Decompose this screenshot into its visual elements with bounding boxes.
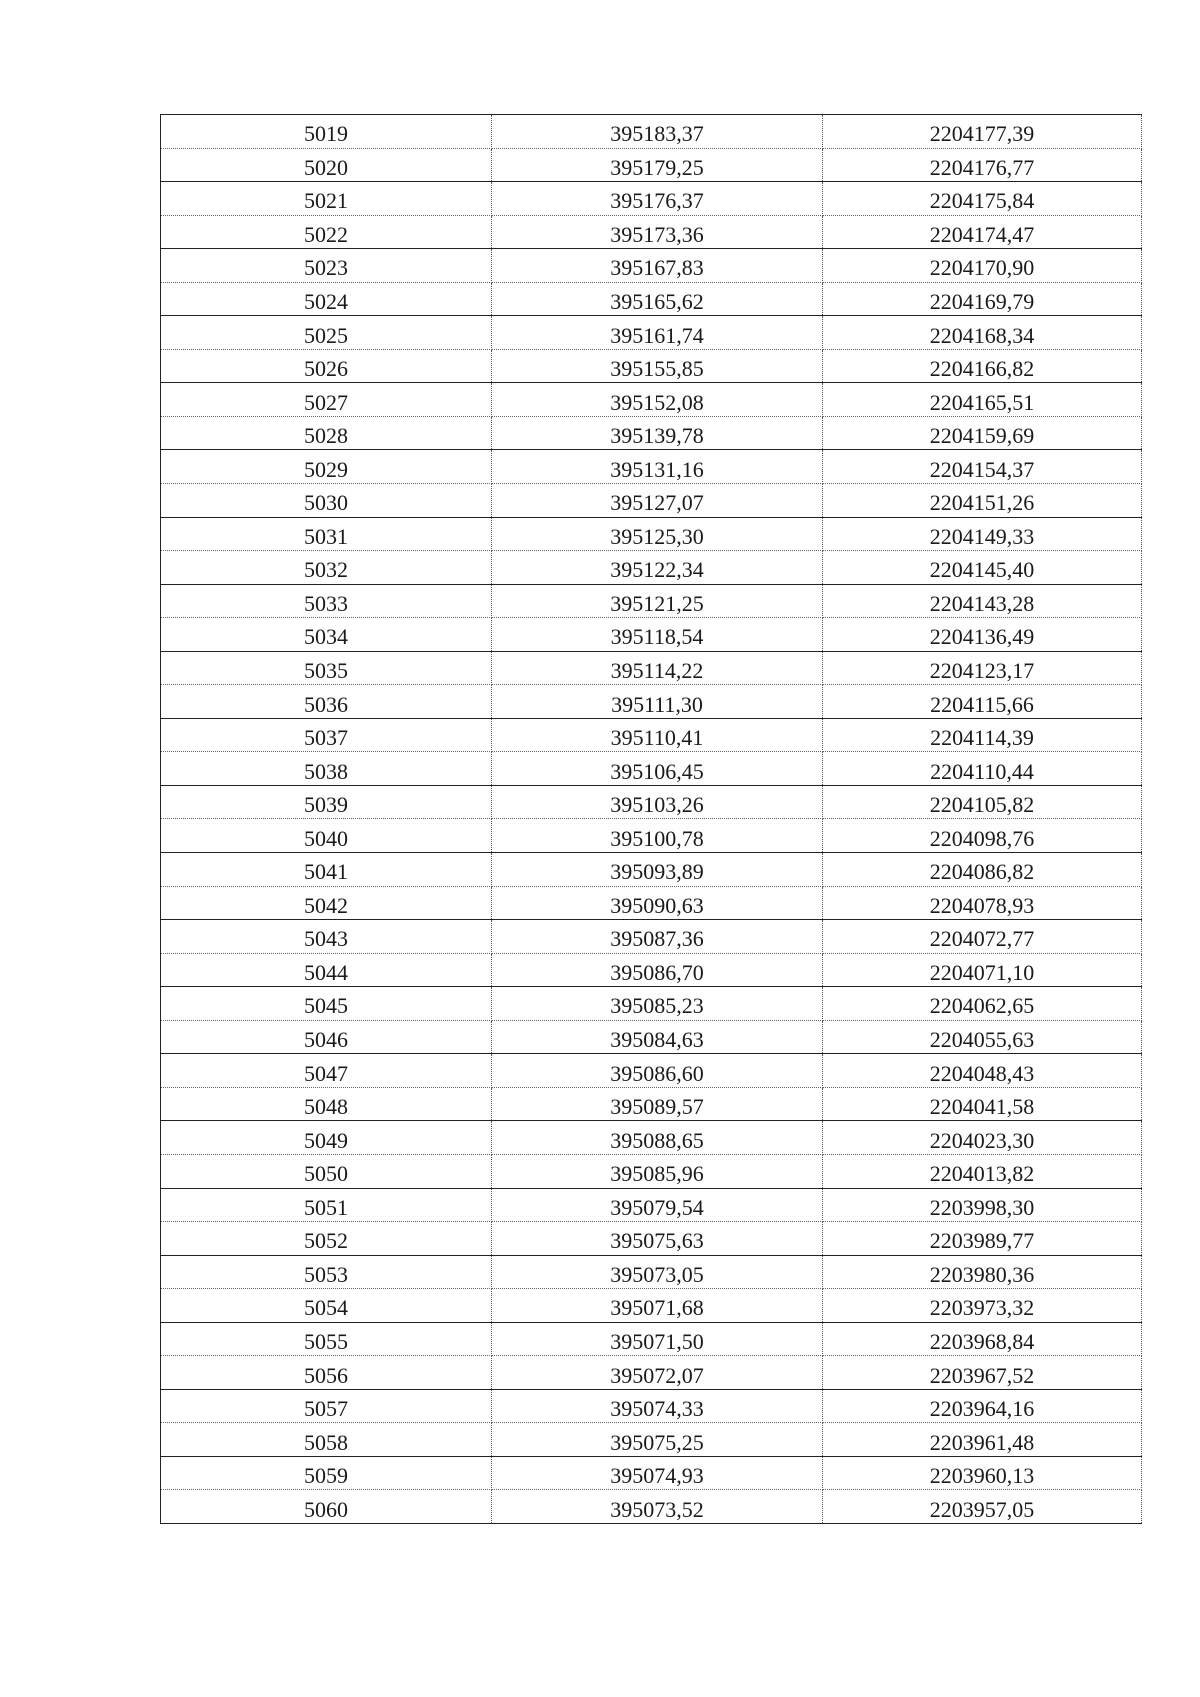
y-coordinate-cell: 2204166,82 xyxy=(823,349,1142,383)
point-number-cell: 5043 xyxy=(161,920,492,954)
y-coordinate-cell: 2204110,44 xyxy=(823,752,1142,786)
x-coordinate-cell: 395152,08 xyxy=(492,383,823,417)
point-number-cell: 5049 xyxy=(161,1121,492,1155)
y-coordinate-cell: 2204143,28 xyxy=(823,584,1142,618)
table-row xyxy=(161,215,1142,249)
table-row xyxy=(161,685,1142,719)
table-row xyxy=(161,1423,1142,1457)
y-coordinate-cell: 2204159,69 xyxy=(823,416,1142,450)
point-number-cell: 5021 xyxy=(161,182,492,216)
table-row xyxy=(161,551,1142,585)
x-coordinate-cell: 395139,78 xyxy=(492,416,823,450)
x-coordinate-cell: 395155,85 xyxy=(492,349,823,383)
x-coordinate-cell: 395173,36 xyxy=(492,215,823,249)
x-coordinate-cell: 395118,54 xyxy=(492,618,823,652)
x-coordinate-cell: 395111,30 xyxy=(492,685,823,719)
point-number-cell: 5029 xyxy=(161,450,492,484)
point-number-cell: 5057 xyxy=(161,1389,492,1423)
y-coordinate-cell: 2203961,48 xyxy=(823,1423,1142,1457)
table-row xyxy=(161,1322,1142,1356)
y-coordinate-cell: 2203957,05 xyxy=(823,1490,1142,1524)
table-row xyxy=(161,316,1142,350)
y-coordinate-cell: 2204168,34 xyxy=(823,316,1142,350)
table-row xyxy=(161,383,1142,417)
y-coordinate-cell: 2204072,77 xyxy=(823,920,1142,954)
point-number-cell: 5044 xyxy=(161,953,492,987)
point-number-cell: 5034 xyxy=(161,618,492,652)
table-row xyxy=(161,1020,1142,1054)
x-coordinate-cell: 395087,36 xyxy=(492,920,823,954)
table-row xyxy=(161,584,1142,618)
point-number-cell: 5039 xyxy=(161,785,492,819)
point-number-cell: 5025 xyxy=(161,316,492,350)
point-number-cell: 5020 xyxy=(161,148,492,182)
point-number-cell: 5050 xyxy=(161,1154,492,1188)
x-coordinate-cell: 395085,23 xyxy=(492,987,823,1021)
table-row xyxy=(161,1356,1142,1390)
point-number-cell: 5041 xyxy=(161,853,492,887)
point-number-cell: 5053 xyxy=(161,1255,492,1289)
x-coordinate-cell: 395167,83 xyxy=(492,249,823,283)
table-row xyxy=(161,450,1142,484)
y-coordinate-cell: 2204086,82 xyxy=(823,853,1142,887)
y-coordinate-cell: 2204174,47 xyxy=(823,215,1142,249)
x-coordinate-cell: 395165,62 xyxy=(492,282,823,316)
point-number-cell: 5038 xyxy=(161,752,492,786)
point-number-cell: 5033 xyxy=(161,584,492,618)
x-coordinate-cell: 395161,74 xyxy=(492,316,823,350)
y-coordinate-cell: 2204023,30 xyxy=(823,1121,1142,1155)
table-row xyxy=(161,1087,1142,1121)
table-row xyxy=(161,920,1142,954)
point-number-cell: 5027 xyxy=(161,383,492,417)
y-coordinate-cell: 2203998,30 xyxy=(823,1188,1142,1222)
y-coordinate-cell: 2203968,84 xyxy=(823,1322,1142,1356)
point-number-cell: 5024 xyxy=(161,282,492,316)
x-coordinate-cell: 395075,63 xyxy=(492,1222,823,1256)
table-row xyxy=(161,282,1142,316)
x-coordinate-cell: 395114,22 xyxy=(492,651,823,685)
point-number-cell: 5060 xyxy=(161,1490,492,1524)
table-row xyxy=(161,752,1142,786)
table-row xyxy=(161,987,1142,1021)
coordinates-table-body xyxy=(161,115,1142,1524)
table-row xyxy=(161,819,1142,853)
y-coordinate-cell: 2204071,10 xyxy=(823,953,1142,987)
x-coordinate-cell: 395075,25 xyxy=(492,1423,823,1457)
x-coordinate-cell: 395183,37 xyxy=(492,115,823,149)
point-number-cell: 5046 xyxy=(161,1020,492,1054)
table-row xyxy=(161,785,1142,819)
x-coordinate-cell: 395106,45 xyxy=(492,752,823,786)
table-row xyxy=(161,618,1142,652)
point-number-cell: 5059 xyxy=(161,1456,492,1490)
point-number-cell: 5042 xyxy=(161,886,492,920)
table-row xyxy=(161,1054,1142,1088)
table-row xyxy=(161,148,1142,182)
x-coordinate-cell: 395074,93 xyxy=(492,1456,823,1490)
point-number-cell: 5032 xyxy=(161,551,492,585)
x-coordinate-cell: 395121,25 xyxy=(492,584,823,618)
point-number-cell: 5036 xyxy=(161,685,492,719)
y-coordinate-cell: 2204149,33 xyxy=(823,517,1142,551)
y-coordinate-cell: 2203980,36 xyxy=(823,1255,1142,1289)
x-coordinate-cell: 395179,25 xyxy=(492,148,823,182)
x-coordinate-cell: 395073,52 xyxy=(492,1490,823,1524)
x-coordinate-cell: 395071,68 xyxy=(492,1289,823,1323)
x-coordinate-cell: 395090,63 xyxy=(492,886,823,920)
x-coordinate-cell: 395089,57 xyxy=(492,1087,823,1121)
y-coordinate-cell: 2204176,77 xyxy=(823,148,1142,182)
table-row xyxy=(161,1154,1142,1188)
x-coordinate-cell: 395073,05 xyxy=(492,1255,823,1289)
table-row xyxy=(161,1456,1142,1490)
table-row xyxy=(161,1490,1142,1524)
y-coordinate-cell: 2204136,49 xyxy=(823,618,1142,652)
table-row xyxy=(161,416,1142,450)
point-number-cell: 5035 xyxy=(161,651,492,685)
x-coordinate-cell: 395122,34 xyxy=(492,551,823,585)
table-row xyxy=(161,349,1142,383)
table-row xyxy=(161,718,1142,752)
x-coordinate-cell: 395084,63 xyxy=(492,1020,823,1054)
y-coordinate-cell: 2203967,52 xyxy=(823,1356,1142,1390)
point-number-cell: 5028 xyxy=(161,416,492,450)
table-row xyxy=(161,1121,1142,1155)
point-number-cell: 5055 xyxy=(161,1322,492,1356)
y-coordinate-cell: 2204115,66 xyxy=(823,685,1142,719)
y-coordinate-cell: 2204169,79 xyxy=(823,282,1142,316)
x-coordinate-cell: 395125,30 xyxy=(492,517,823,551)
point-number-cell: 5051 xyxy=(161,1188,492,1222)
x-coordinate-cell: 395086,70 xyxy=(492,953,823,987)
table-row xyxy=(161,517,1142,551)
x-coordinate-cell: 395079,54 xyxy=(492,1188,823,1222)
x-coordinate-cell: 395088,65 xyxy=(492,1121,823,1155)
table-row xyxy=(161,853,1142,887)
y-coordinate-cell: 2204177,39 xyxy=(823,115,1142,149)
y-coordinate-cell: 2203964,16 xyxy=(823,1389,1142,1423)
y-coordinate-cell: 2204078,93 xyxy=(823,886,1142,920)
y-coordinate-cell: 2204145,40 xyxy=(823,551,1142,585)
point-number-cell: 5030 xyxy=(161,484,492,518)
point-number-cell: 5056 xyxy=(161,1356,492,1390)
x-coordinate-cell: 395131,16 xyxy=(492,450,823,484)
table-row xyxy=(161,886,1142,920)
y-coordinate-cell: 2204048,43 xyxy=(823,1054,1142,1088)
point-number-cell: 5045 xyxy=(161,987,492,1021)
point-number-cell: 5026 xyxy=(161,349,492,383)
table-row xyxy=(161,1389,1142,1423)
y-coordinate-cell: 2204062,65 xyxy=(823,987,1142,1021)
x-coordinate-cell: 395086,60 xyxy=(492,1054,823,1088)
table-row xyxy=(161,953,1142,987)
point-number-cell: 5031 xyxy=(161,517,492,551)
x-coordinate-cell: 395110,41 xyxy=(492,718,823,752)
table-row xyxy=(161,484,1142,518)
y-coordinate-cell: 2204055,63 xyxy=(823,1020,1142,1054)
point-number-cell: 5048 xyxy=(161,1087,492,1121)
y-coordinate-cell: 2204175,84 xyxy=(823,182,1142,216)
point-number-cell: 5022 xyxy=(161,215,492,249)
x-coordinate-cell: 395071,50 xyxy=(492,1322,823,1356)
y-coordinate-cell: 2204165,51 xyxy=(823,383,1142,417)
x-coordinate-cell: 395103,26 xyxy=(492,785,823,819)
y-coordinate-cell: 2204098,76 xyxy=(823,819,1142,853)
table-row xyxy=(161,1188,1142,1222)
y-coordinate-cell: 2203989,77 xyxy=(823,1222,1142,1256)
x-coordinate-cell: 395100,78 xyxy=(492,819,823,853)
y-coordinate-cell: 2204041,58 xyxy=(823,1087,1142,1121)
table-row xyxy=(161,182,1142,216)
y-coordinate-cell: 2204170,90 xyxy=(823,249,1142,283)
y-coordinate-cell: 2203960,13 xyxy=(823,1456,1142,1490)
point-number-cell: 5023 xyxy=(161,249,492,283)
y-coordinate-cell: 2204154,37 xyxy=(823,450,1142,484)
x-coordinate-cell: 395074,33 xyxy=(492,1389,823,1423)
point-number-cell: 5054 xyxy=(161,1289,492,1323)
table-row xyxy=(161,1289,1142,1323)
point-number-cell: 5037 xyxy=(161,718,492,752)
point-number-cell: 5052 xyxy=(161,1222,492,1256)
table-row xyxy=(161,651,1142,685)
table-row xyxy=(161,249,1142,283)
point-number-cell: 5019 xyxy=(161,115,492,149)
y-coordinate-cell: 2203973,32 xyxy=(823,1289,1142,1323)
x-coordinate-cell: 395127,07 xyxy=(492,484,823,518)
table-row xyxy=(161,1222,1142,1256)
y-coordinate-cell: 2204013,82 xyxy=(823,1154,1142,1188)
x-coordinate-cell: 395176,37 xyxy=(492,182,823,216)
point-number-cell: 5058 xyxy=(161,1423,492,1457)
y-coordinate-cell: 2204123,17 xyxy=(823,651,1142,685)
x-coordinate-cell: 395085,96 xyxy=(492,1154,823,1188)
point-number-cell: 5040 xyxy=(161,819,492,853)
x-coordinate-cell: 395093,89 xyxy=(492,853,823,887)
x-coordinate-cell: 395072,07 xyxy=(492,1356,823,1390)
table-row xyxy=(161,1255,1142,1289)
coordinates-table xyxy=(160,114,1142,1524)
table-row xyxy=(161,115,1142,149)
point-number-cell: 5047 xyxy=(161,1054,492,1088)
y-coordinate-cell: 2204114,39 xyxy=(823,718,1142,752)
y-coordinate-cell: 2204151,26 xyxy=(823,484,1142,518)
y-coordinate-cell: 2204105,82 xyxy=(823,785,1142,819)
